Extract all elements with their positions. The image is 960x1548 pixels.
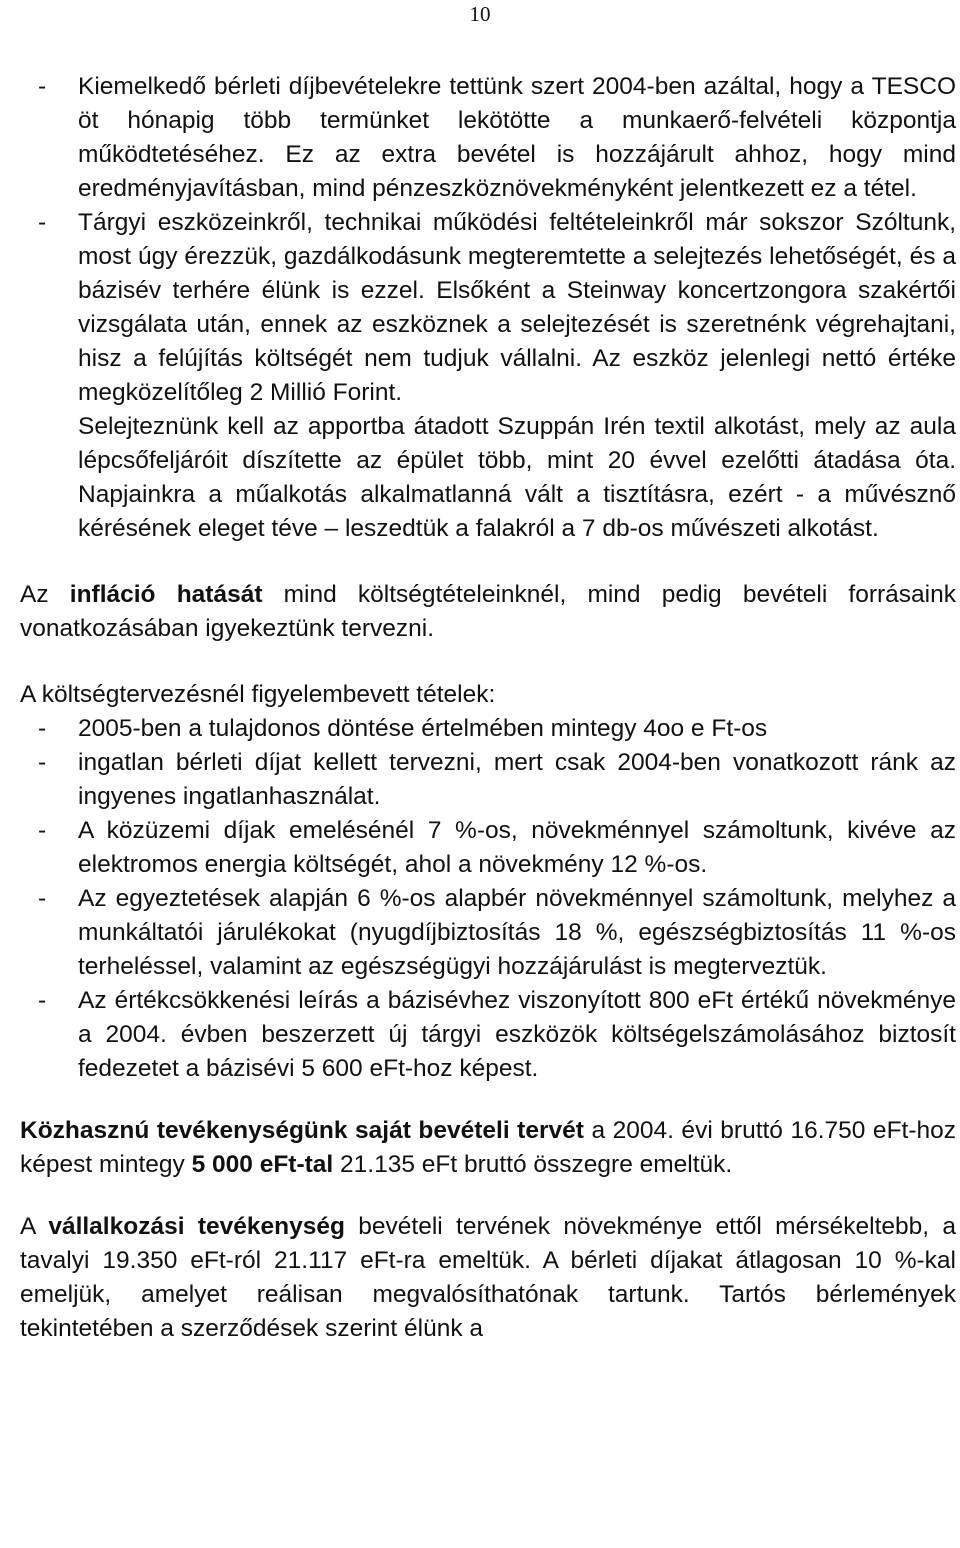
list-dash: - bbox=[38, 987, 47, 1014]
list-item bbox=[20, 882, 956, 984]
list-item-text: Selejteznünk kell az apportba átadott Szuppán Irén textil alkotást, mely az aula lépcsőfeljáróit díszítette az épület több, mint 20 évvel ezelőtti átadása óta. Napjainkra a műalkotás alkalmatlanná vált a tisztításra, ezért - a művésznő kérésének eleget téve – leszedtük a falakról a 7 db-os művészeti alkotást. bbox=[78, 413, 956, 542]
document-body bbox=[20, 70, 956, 1346]
list-item bbox=[20, 984, 956, 1086]
list-item bbox=[20, 70, 956, 206]
list-dash: - bbox=[38, 715, 47, 742]
amount-emphasis: 5 000 eFt-tal bbox=[191, 1151, 334, 1178]
list-dash: - bbox=[38, 749, 47, 776]
business-emphasis: vállalkozási tevékenység bbox=[48, 1213, 345, 1240]
list-item-text: A közüzemi díjak emelésénél 7 %-os, növekménnyel számoltunk, kivéve az elektromos energia költségét, ahol a növekmény 12 %-os. bbox=[78, 817, 956, 878]
list-dash: - bbox=[38, 885, 47, 912]
public-benefit-paragraph: Közhasznú tevékenységünk saját bevételi tervét a 2004. évi bruttó 16.750 eFt-hoz képest mintegy 5 000 eFt-tal 21.135 eFt bruttó összegre emeltük. bbox=[20, 1117, 956, 1178]
list-item-text: ingatlan bérleti díjat kellett tervezni, mert csak 2004-ben vonatkozott ránk az ingyenes ingatlanhasználat. bbox=[78, 749, 956, 810]
list-item bbox=[20, 712, 956, 746]
page-number: 10 bbox=[469, 2, 491, 26]
list-item-text: Az értékcsökkenési leírás a bázisévhez viszonyított 800 eFt értékű növekménye a 2004. évben beszerzett új tárgyi eszközök költségelszámolásához biztosít fedezetet a bázisévi 5 600 eFt-hoz képest. bbox=[78, 987, 956, 1082]
business-paragraph: A vállalkozási tevékenység bevételi tervének növekménye ettől mérsékeltebb, a tavalyi 19.350 eFt-ról 21.117 eFt-ra emeltük. A bérleti díjakat átlagosan 10 %-kal emeljük, amelyet reálisan megvalósíthatónak tartunk. Tartós bérlemények tekintetében a szerződések szerint élünk a bbox=[20, 1213, 957, 1342]
list-dash: - bbox=[38, 209, 47, 236]
inflation-paragraph: Az infláció hatását mind költségtételeinknél, mind pedig bevételi forrásaink vonatkozásában igyekeztünk tervezni. bbox=[20, 581, 956, 642]
list-item-continuation bbox=[20, 410, 956, 546]
list-dash: - bbox=[38, 817, 47, 844]
list-item-text: Tárgyi eszközeinkről, technikai működési feltételeinkről már sokszor Szóltunk, most úgy érezzük, gazdálkodásunk megteremtette a selejtezés lehetőségét, és a bázisév terhére élünk is ezzel. Elsőként a Steinway koncertzongora szakértői vizsgálata után, ennek az eszköznek a selejtezését is szeretnénk végrehajtani, hisz a felújítás költségét nem tudjuk vállalni. Az eszköz jelenlegi nettó értéke megközelítőleg 2 Millió Forint. bbox=[78, 209, 956, 406]
list-item-text: Az egyeztetések alapján 6 %-os alapbér növekménnyel számoltunk, melyhez a munkáltatói járulékokat (nyugdíjbiztosítás 18 %, egészségbiztosítás 11 %-os terheléssel, valamint az egészségügyi hozzájárulást is megterveztük. bbox=[78, 885, 956, 980]
list-dash: - bbox=[38, 73, 47, 100]
list-item bbox=[20, 206, 956, 410]
public-benefit-emphasis: Közhasznú tevékenységünk saját bevételi tervét bbox=[20, 1117, 584, 1144]
list-item-text: 2005-ben a tulajdonos döntése értelmében mintegy 4oo e Ft-os bbox=[78, 715, 768, 742]
list-item bbox=[20, 746, 956, 814]
cost-heading: A költségtervezésnél figyelembevett tételek: bbox=[20, 681, 496, 708]
list-item bbox=[20, 814, 956, 882]
inflation-emphasis: infláció hatását bbox=[69, 581, 263, 608]
list-item-text: Kiemelkedő bérleti díjbevételekre tettünk szert 2004-ben azáltal, hogy a TESCO öt hónapig több termünket lekötötte a munkaerő-felvételi központja működtetéséhez. Ez az extra bevétel is hozzájárult ahhoz, hogy mind eredményjavításban, mind pénzeszköznövekményként jelentkezett ez a tétel. bbox=[78, 73, 956, 202]
